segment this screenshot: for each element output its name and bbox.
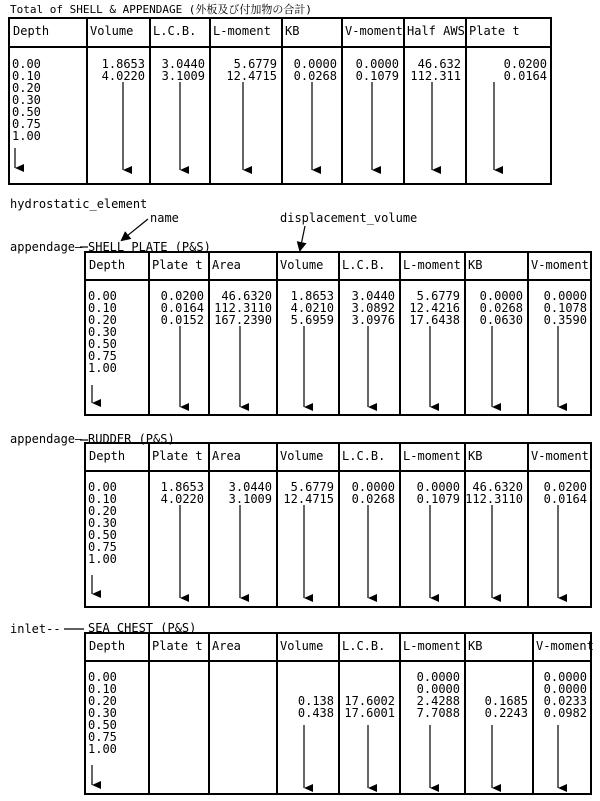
table2-header-volume: Volume: [280, 258, 324, 272]
table2-col-area: 46.6320 112.3110 167.2390: [214, 289, 272, 327]
table3-header-depth: Depth: [89, 449, 126, 463]
table3-col-kb: 46.6320 112.3110: [465, 480, 523, 506]
table3-col-area: 3.0440 3.1009: [228, 480, 272, 506]
table3-header-lcb: L.C.B.: [342, 449, 386, 463]
table1-col-platet: 0.0200 0.0164: [503, 57, 547, 83]
table2-header-lcb: L.C.B.: [342, 258, 386, 272]
table2-col-kb: 0.0000 0.0268 0.0630: [479, 289, 523, 327]
table4-col-vmoment: 0.0000 0.0000 0.0233 0.0982: [543, 670, 587, 720]
table4-header-platet: Plate t: [152, 639, 203, 653]
table2-col-platet: 0.0200 0.0164 0.0152: [160, 289, 204, 327]
table4-header-lmoment: L-moment: [403, 639, 461, 653]
table4-col-volume: 0.138 0.438: [297, 694, 334, 720]
displacement-annotation-arrow: [300, 226, 305, 250]
table4-header-kb: KB: [468, 639, 483, 653]
table2-col-lcb: 3.0440 3.0892 3.0976: [351, 289, 395, 327]
table3-col-lmoment: 0.0000 0.1079: [416, 480, 460, 506]
table4-header-lcb: L.C.B.: [342, 639, 386, 653]
table2-header-lmoment: L-moment: [403, 258, 461, 272]
table3-header-platet: Plate t: [152, 449, 203, 463]
table1-col-volume: 1.8653 4.0220: [101, 57, 145, 83]
table3-depths: 0.00 0.10 0.20 0.30 0.50 0.75 1.00: [88, 480, 117, 566]
table2-header-depth: Depth: [89, 258, 126, 272]
table4-prefix: inlet--: [10, 622, 61, 636]
table2-header-kb: KB: [468, 258, 483, 272]
table2-col-lmoment: 5.6779 12.4216 17.6438: [409, 289, 460, 327]
table1-title: Total of SHELL & APPENDAGE (外板及び付加物の合計): [10, 3, 313, 16]
table4-title: SEA CHEST (P&S): [88, 621, 197, 635]
name-annotation-arrow: [122, 219, 148, 240]
table1-col-lcb: 3.0440 3.1009: [161, 57, 205, 83]
table4-col-lmoment: 0.0000 0.0000 2.4288 7.7088: [416, 670, 460, 720]
table1-header-kb: KB: [285, 24, 300, 38]
table2-col-vmoment: 0.0000 0.1078 0.3590: [543, 289, 587, 327]
displacement-volume-label: displacement_volume: [280, 211, 418, 225]
table3-header-volume: Volume: [280, 449, 324, 463]
table4-header-depth: Depth: [89, 639, 126, 653]
table4-header-volume: Volume: [280, 639, 324, 653]
table1-col-halfaws: 46.632 112.311: [410, 57, 461, 83]
table1-header-volume: Volume: [90, 24, 134, 38]
hydrostatic-element-label: hydrostatic_element: [10, 197, 148, 211]
table2-header-platet: Plate t: [152, 258, 203, 272]
table1-header-halfaws: Half AWS: [407, 24, 465, 38]
table2-header-vmoment: V-moment: [531, 258, 589, 272]
table2-depths: 0.00 0.10 0.20 0.30 0.50 0.75 1.00: [88, 289, 117, 375]
table2-title: SHELL PLATE (P&S): [88, 240, 211, 254]
table1-col-kb: 0.0000 0.0268: [293, 57, 337, 83]
table2-header-area: Area: [212, 258, 241, 272]
table1-header-lmoment: L-moment: [213, 24, 271, 38]
table3-header-vmoment: V-moment: [531, 449, 589, 463]
table3-col-lcb: 0.0000 0.0268: [351, 480, 395, 506]
table1-col-vmoment: 0.0000 0.1079: [355, 57, 399, 83]
table1-header-platet: Plate t: [469, 24, 520, 38]
table2-col-volume: 1.8653 4.0210 5.6959: [290, 289, 334, 327]
table3-header-kb: KB: [468, 449, 483, 463]
table3-header-area: Area: [212, 449, 241, 463]
table3-col-vmoment: 0.0200 0.0164: [543, 480, 587, 506]
table4-depths: 0.00 0.10 0.20 0.30 0.50 0.75 1.00: [88, 670, 117, 756]
table3-title: RUDDER (P&S): [88, 432, 175, 446]
table4-col-lcb: 17.6002 17.6001: [344, 694, 395, 720]
table1-depths: 0.00 0.10 0.20 0.30 0.50 0.75 1.00: [12, 57, 41, 143]
table1-col-lmoment: 5.6779 12.4715: [226, 57, 277, 83]
table1-header-depth: Depth: [13, 24, 50, 38]
table3-col-platet: 1.8653 4.0220: [160, 480, 204, 506]
table1-header-vmoment: V-moment: [345, 24, 403, 38]
table4-header-vmoment: V-moment: [536, 639, 594, 653]
table3-prefix: appendage—: [10, 432, 83, 446]
name-label: name: [150, 211, 179, 225]
table3-col-volume: 5.6779 12.4715: [283, 480, 334, 506]
table3-header-lmoment: L-moment: [403, 449, 461, 463]
table4-header-area: Area: [212, 639, 241, 653]
table4-col-kb: 0.1685 0.2243: [484, 694, 528, 720]
table2-prefix: appendage—: [10, 240, 83, 254]
table1-header-lcb: L.C.B.: [153, 24, 197, 38]
